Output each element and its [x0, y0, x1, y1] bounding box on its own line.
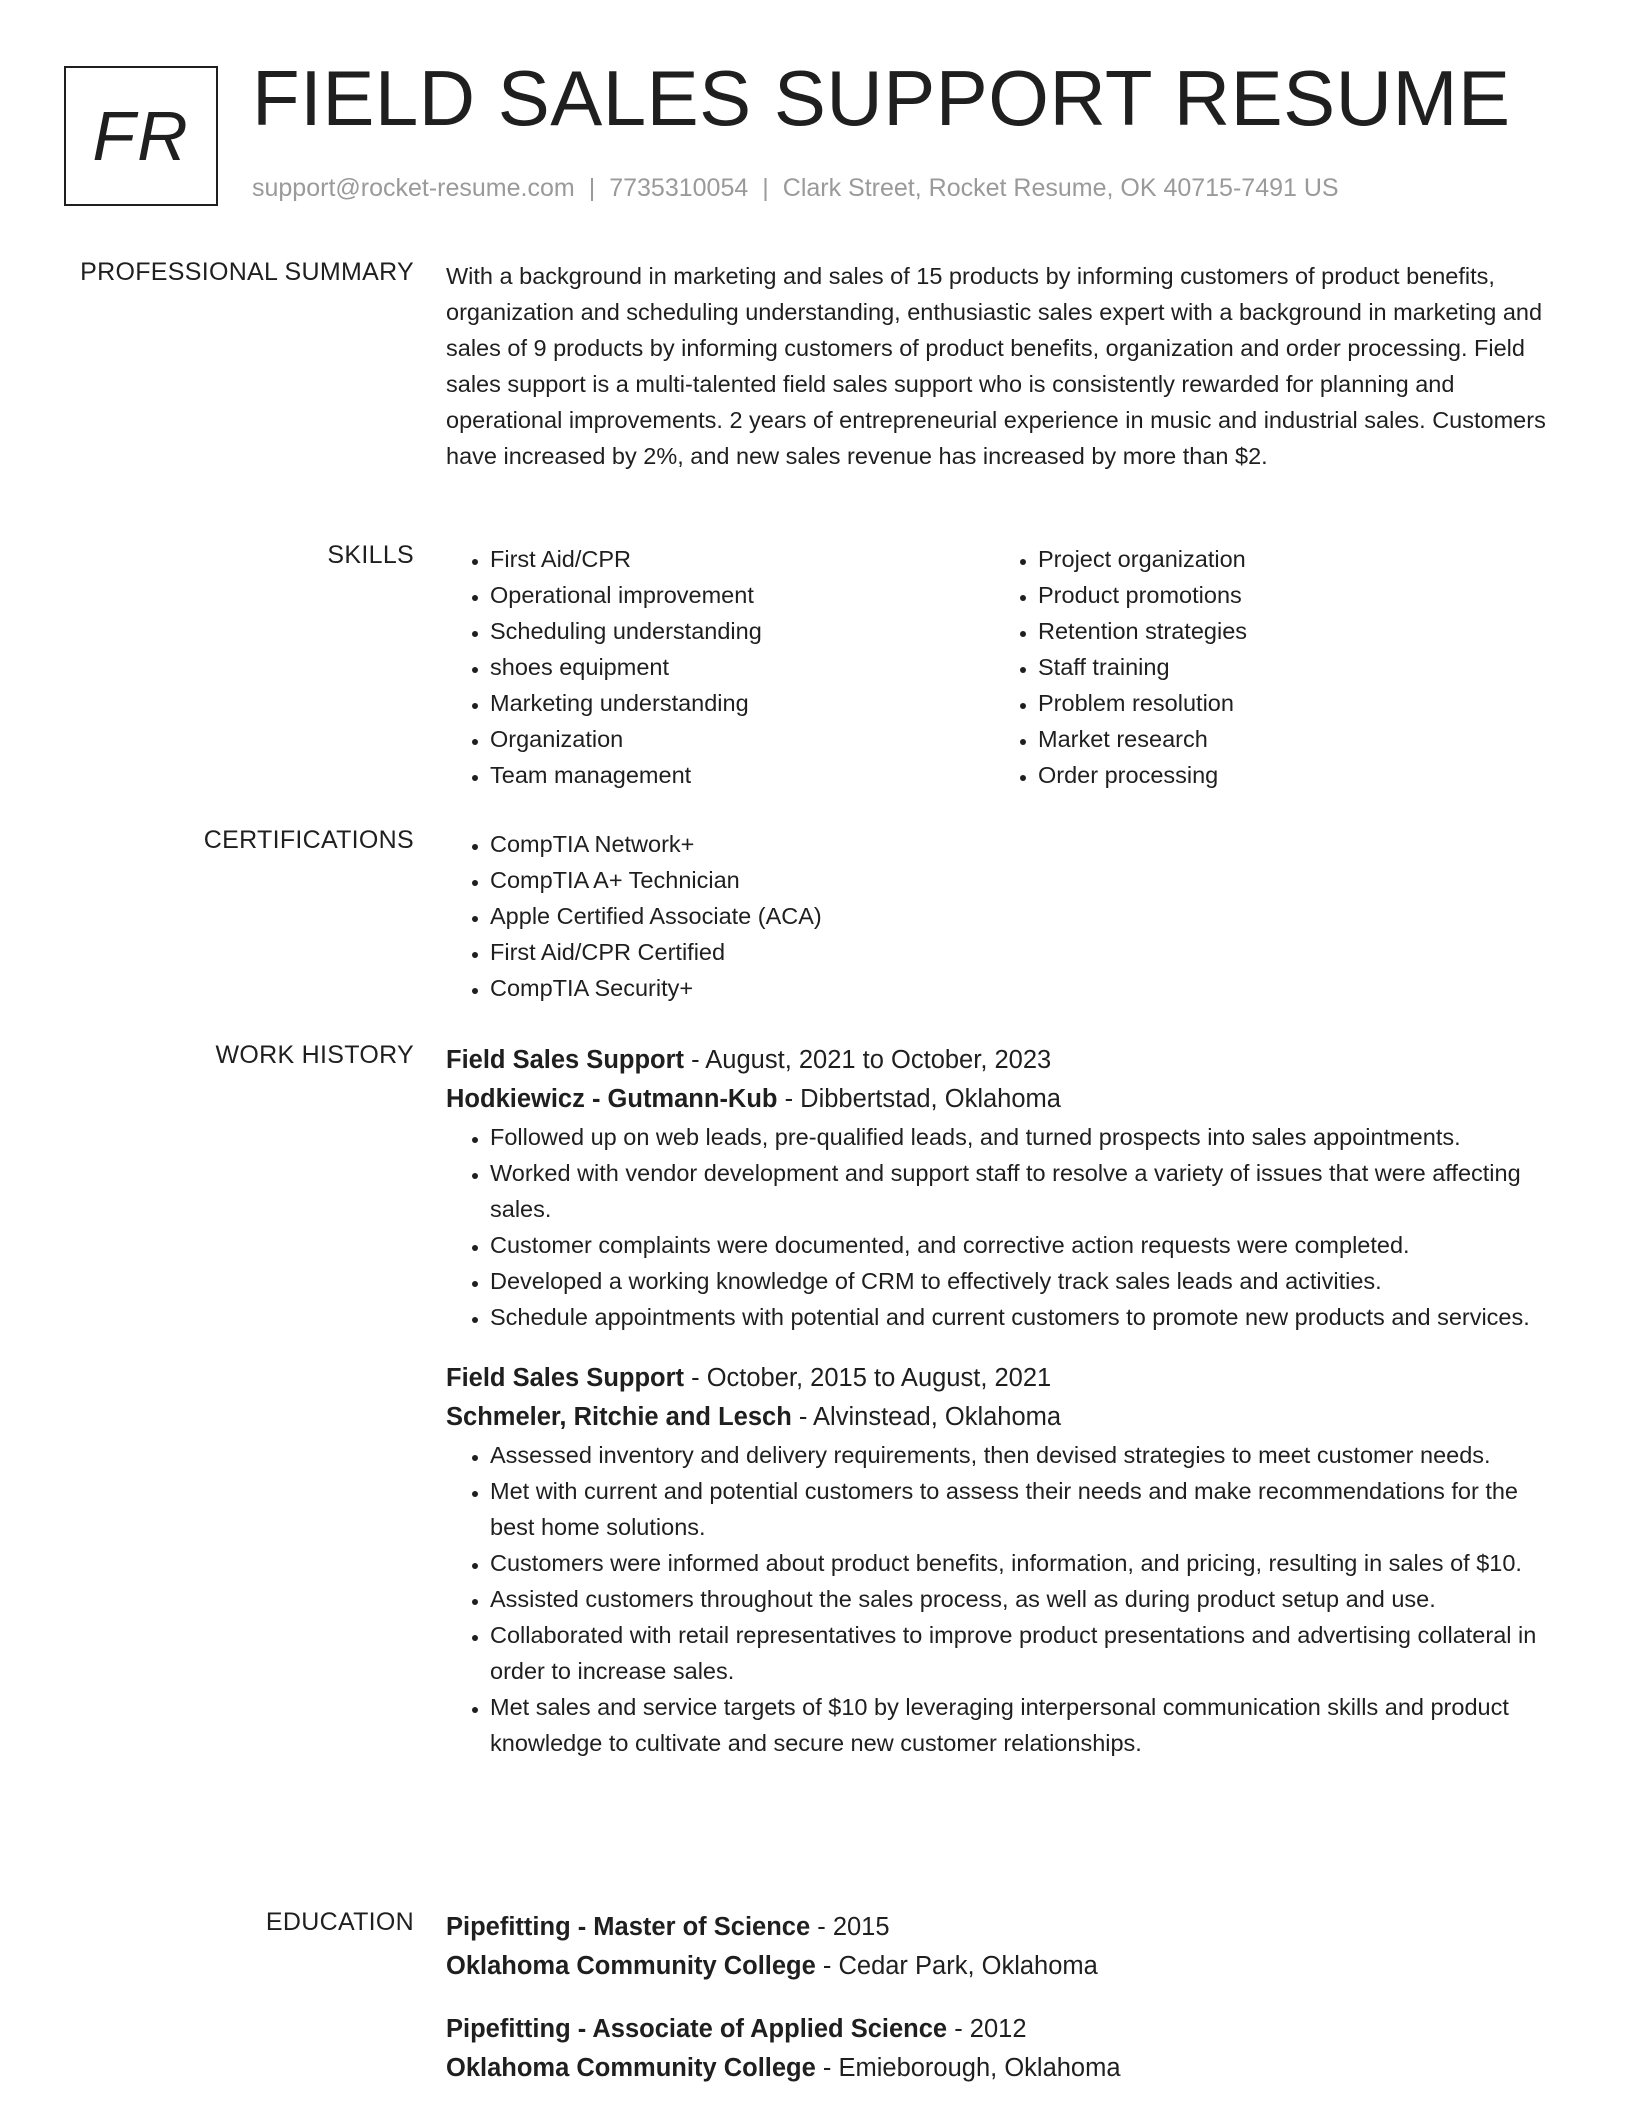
education-school: Oklahoma Community College — [446, 2054, 816, 2082]
job-bullet: • Customers were informed about product benefits, information, and pricing, resulting in sales of $10. — [490, 1545, 1566, 1581]
job-bullet: • Followed up on web leads, pre-qualified leads, and turned prospects into sales appointments. — [490, 1119, 1566, 1155]
education-degree: Pipefitting - Master of Science — [446, 1913, 811, 1941]
skill-item: • Team management — [490, 757, 994, 793]
contact-separator: | — [588, 174, 596, 202]
skill-item: • Scheduling understanding — [490, 613, 994, 649]
skill-item: • Problem resolution — [1038, 685, 1542, 721]
section-label-certifications: CERTIFICATIONS — [203, 826, 414, 854]
education-year: - 2012 — [947, 2015, 1027, 2043]
education-degree-line — [446, 1908, 1566, 1947]
job-bullet: • Met with current and potential customers to assess their needs and make recommendations for the best home solutions. — [490, 1473, 1566, 1545]
job-company: Hodkiewicz - Gutmann-Kub — [446, 1085, 778, 1113]
job-location: - Dibbertstad, Oklahoma — [777, 1085, 1061, 1113]
job-entry — [446, 1359, 1566, 1761]
job-bullet: • Schedule appointments with potential and current customers to promote new products and services. — [490, 1299, 1566, 1335]
education-year: - 2015 — [810, 1913, 890, 1941]
education-school: Oklahoma Community College — [446, 1952, 816, 1980]
job-bullet: • Assessed inventory and delivery requirements, then devised strategies to meet customer needs. — [490, 1437, 1566, 1473]
contact-phone[interactable]: 7735310054 — [609, 174, 749, 202]
education-entry — [446, 2010, 1566, 2088]
summary-text: With a background in marketing and sales of 15 products by informing customers of product benefits, organization and scheduling understanding, enthusiastic sales expert with a background in marketing and sales of 9 products by informing customers of product benefits, organization and order processing. Field sales support is a multi-talented field sales support who is consistently rewarded for planning and operational improvements. 2 years of entrepreneurial experience in music and industrial sales. Customers have increased by 2%, and new sales revenue has increased by more than $2. — [446, 263, 1546, 469]
job-bullet: • Collaborated with retail representatives to improve product presentations and advertising collateral in order to increase sales. — [490, 1617, 1566, 1689]
education-degree-line — [446, 2010, 1566, 2049]
certification-item: • CompTIA Network+ — [490, 826, 1566, 862]
job-title: Field Sales Support — [446, 1364, 685, 1392]
skill-item: • Project organization — [1038, 541, 1542, 577]
certification-item: • CompTIA Security+ — [490, 970, 1566, 1006]
skill-item: • Market research — [1038, 721, 1542, 757]
certification-item: • First Aid/CPR Certified — [490, 934, 1566, 970]
skills-column-right — [994, 541, 1542, 793]
contact-email[interactable]: support@rocket-resume.com — [252, 174, 575, 202]
job-title-line — [446, 1041, 1566, 1080]
resume-title: FIELD SALES SUPPORT RESUME — [252, 54, 1511, 142]
certification-item: • CompTIA A+ Technician — [490, 862, 1566, 898]
section-label-work-history: WORK HISTORY — [215, 1041, 414, 1069]
contact-separator: | — [762, 174, 769, 202]
job-bullet: • Developed a working knowledge of CRM to effectively track sales leads and activities. — [490, 1263, 1566, 1299]
contact-line — [252, 174, 1339, 203]
education-entry — [446, 1908, 1566, 1986]
job-entry — [446, 1041, 1566, 1335]
education-location: - Emieborough, Oklahoma — [815, 2054, 1121, 2082]
education-location: - Cedar Park, Oklahoma — [815, 1952, 1098, 1980]
skill-item: • Order processing — [1038, 757, 1542, 793]
skill-item: • Organization — [490, 721, 994, 757]
section-label-skills: SKILLS — [327, 541, 414, 569]
skill-item: • Operational improvement — [490, 577, 994, 613]
job-bullet: • Worked with vendor development and support staff to resolve a variety of issues that were affecting sales. — [490, 1155, 1566, 1227]
job-title: Field Sales Support — [446, 1046, 685, 1074]
job-title-line — [446, 1359, 1566, 1398]
certification-item: • Apple Certified Associate (ACA) — [490, 898, 1566, 934]
education-degree: Pipefitting - Associate of Applied Science — [446, 2015, 948, 2043]
skill-item: • Marketing understanding — [490, 685, 994, 721]
skill-item: • Staff training — [1038, 649, 1542, 685]
skill-item: • First Aid/CPR — [490, 541, 994, 577]
job-company: Schmeler, Ritchie and Lesch — [446, 1403, 792, 1431]
job-company-line — [446, 1080, 1566, 1119]
monogram-logo: FR — [64, 66, 218, 206]
job-bullet: • Assisted customers throughout the sales process, as well as during product setup and use. — [490, 1581, 1566, 1617]
contact-address: Clark Street, Rocket Resume, OK 40715-7491 US — [782, 174, 1339, 202]
job-bullet: • Customer complaints were documented, and corrective action requests were completed. — [490, 1227, 1566, 1263]
job-location: - Alvinstead, Oklahoma — [791, 1403, 1062, 1431]
section-label-education: EDUCATION — [265, 1908, 414, 1936]
job-bullet: • Met sales and service targets of $10 by leveraging interpersonal communication skills and product knowledge to cultivate and secure new customer relationships. — [490, 1689, 1566, 1761]
job-dates: - October, 2015 to August, 2021 — [684, 1364, 1052, 1392]
education-school-line — [446, 2049, 1566, 2088]
education-school-line — [446, 1947, 1566, 1986]
job-company-line — [446, 1398, 1566, 1437]
skill-item: • Retention strategies — [1038, 613, 1542, 649]
job-dates: - August, 2021 to October, 2023 — [684, 1046, 1052, 1074]
skills-column-left — [446, 541, 994, 793]
skill-item: • shoes equipment — [490, 649, 994, 685]
skill-item: • Product promotions — [1038, 577, 1542, 613]
section-label-summary: PROFESSIONAL SUMMARY — [80, 258, 414, 286]
